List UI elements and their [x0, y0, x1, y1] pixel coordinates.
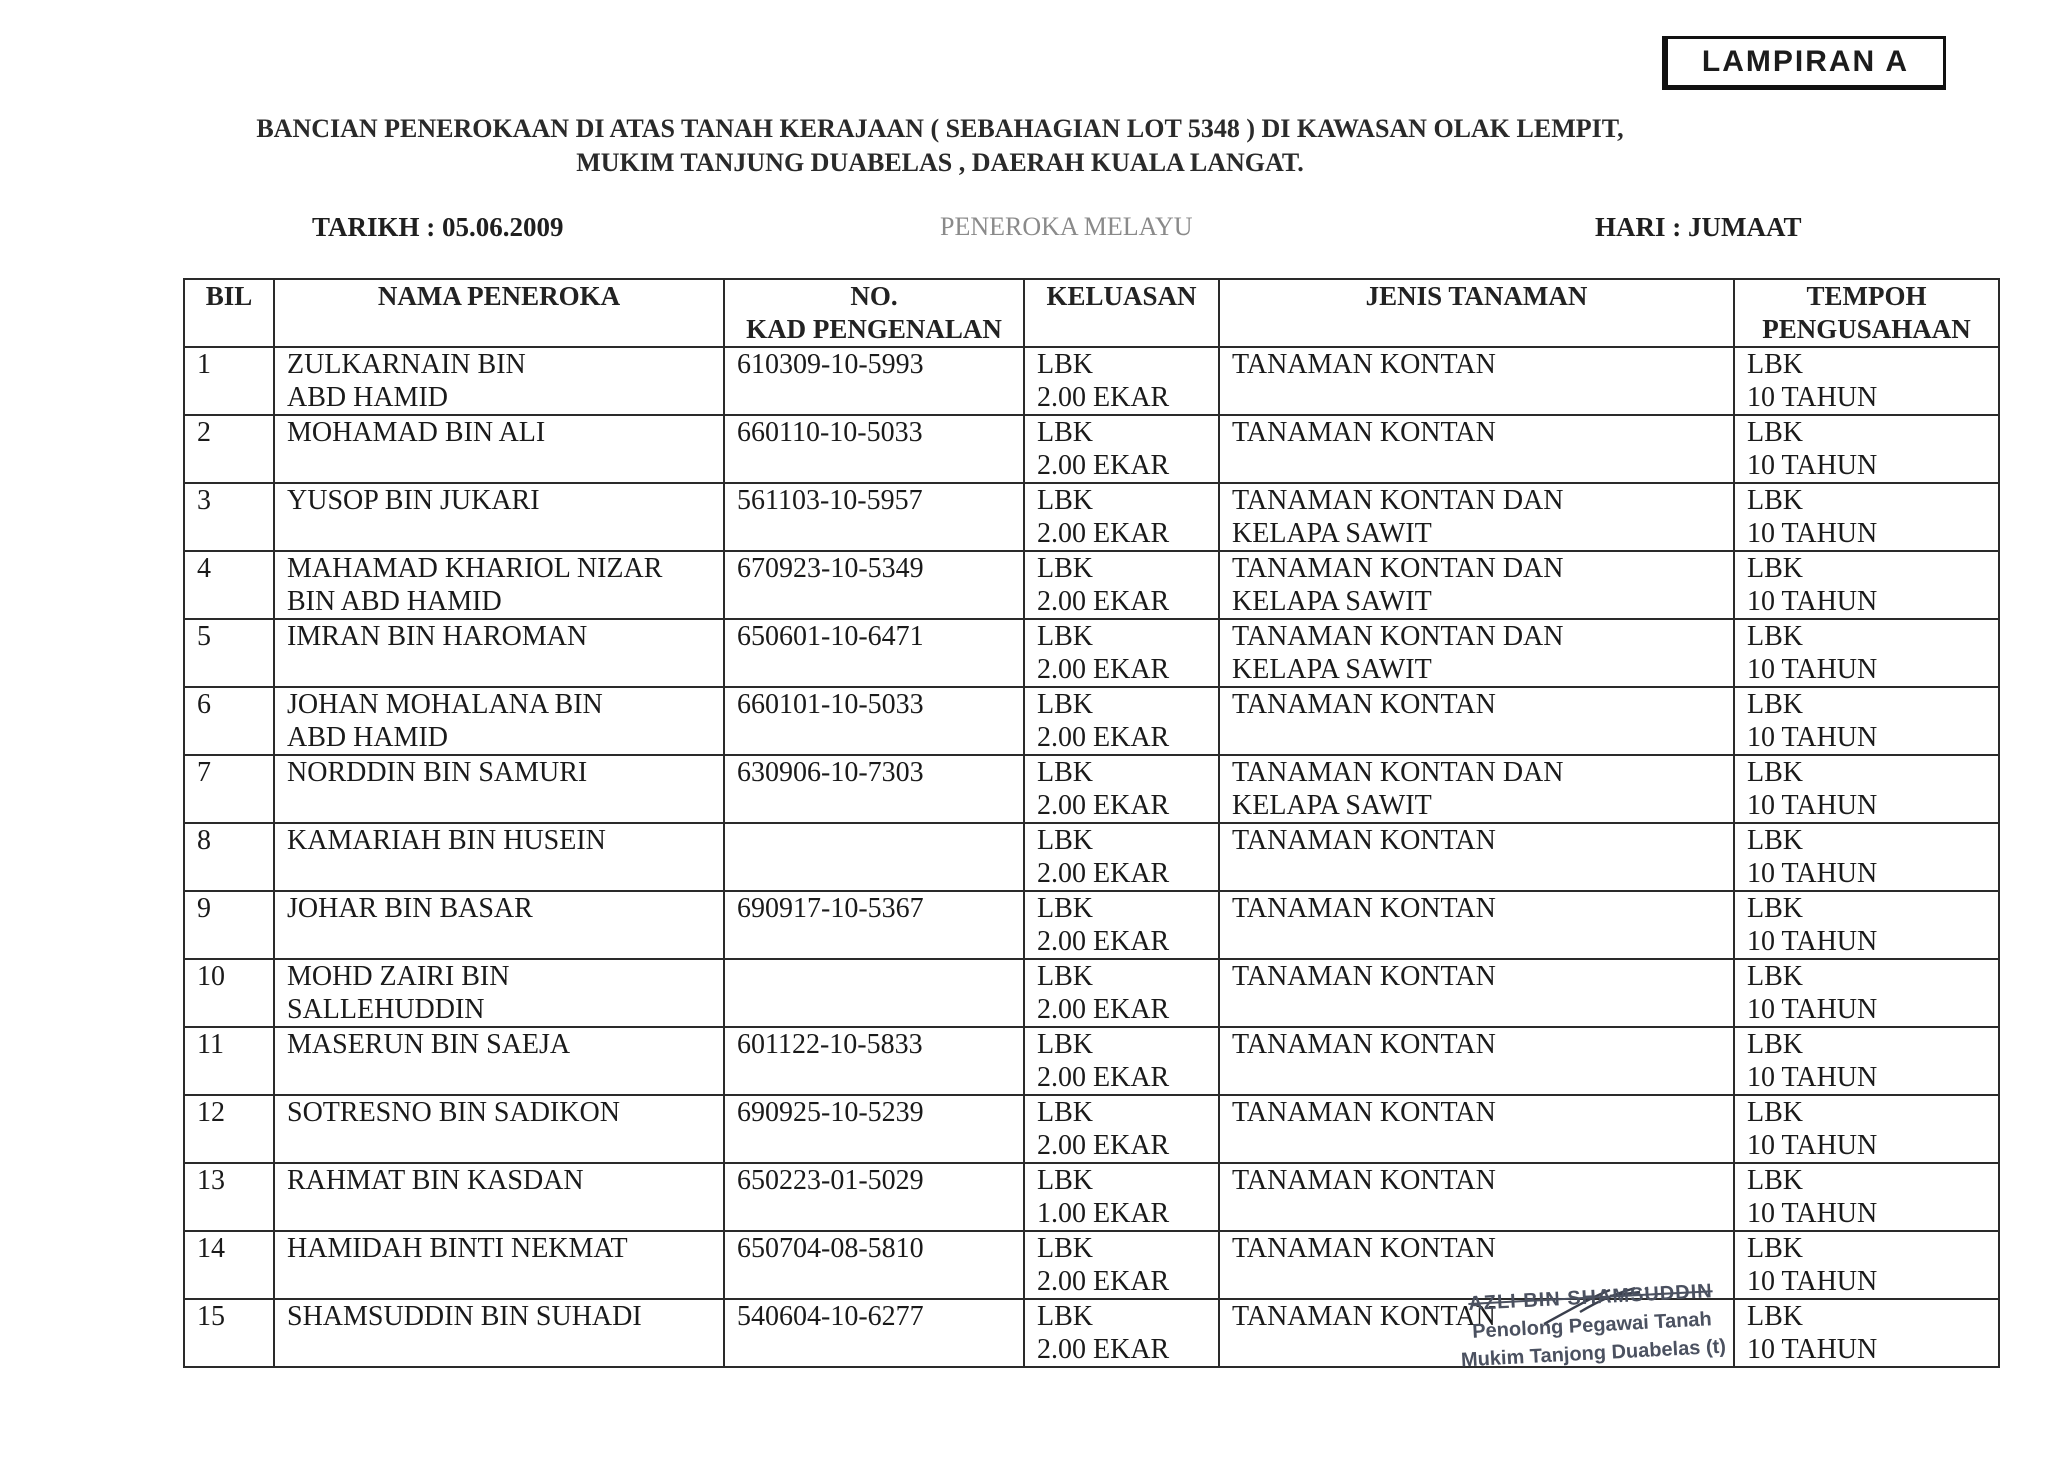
signature-place: Mukim Tanjong Duabelas (t) — [1460, 1335, 1727, 1372]
cell-nama-text: MOHAMAD BIN ALI — [287, 417, 546, 448]
cell-jenis-text: TANAMAN KONTAN — [1232, 1165, 1496, 1196]
cell-jenis-text: TANAMAN KONTAN — [1232, 961, 1496, 992]
cell-kad — [724, 755, 1024, 823]
cell-bil-text: 13 — [197, 1165, 225, 1196]
cell-keluasan — [1024, 1095, 1219, 1163]
cell-keluasan-text: 2.00 EKAR — [1037, 1062, 1170, 1093]
cell-keluasan — [1024, 687, 1219, 755]
cell-keluasan — [1024, 551, 1219, 619]
cell-jenis-text: TANAMAN KONTAN — [1232, 825, 1496, 856]
cell-nama — [274, 755, 724, 823]
cell-bil-text: 7 — [197, 757, 211, 788]
cell-nama-text: JOHAR BIN BASAR — [287, 893, 533, 924]
cell-nama-text: SHAMSUDDIN BIN SUHADI — [287, 1301, 642, 1332]
cell-nama — [274, 1095, 724, 1163]
cell-nama — [274, 415, 724, 483]
cell-tempoh-text: 10 TAHUN — [1747, 926, 1878, 957]
cell-bil-text: 3 — [197, 485, 211, 516]
cell-tempoh-text: 10 TAHUN — [1747, 1266, 1878, 1297]
cell-tempoh — [1734, 1163, 1999, 1231]
cell-keluasan — [1024, 891, 1219, 959]
date-label: TARIKH : 05.06.2009 — [312, 212, 564, 242]
cell-bil — [184, 1095, 274, 1163]
table-row — [184, 891, 1999, 959]
cell-bil-text: 2 — [197, 417, 211, 448]
cell-jenis-text: KELAPA SAWIT — [1232, 654, 1432, 685]
cell-kad — [724, 959, 1024, 1027]
cell-keluasan-text: LBK — [1037, 1097, 1093, 1128]
cell-jenis — [1219, 347, 1734, 415]
title-line-2: MUKIM TANJUNG DUABELAS , DAERAH KUALA LANGAT. — [576, 148, 1304, 177]
cell-keluasan-text: 1.00 EKAR — [1037, 1198, 1170, 1229]
cell-nama — [274, 619, 724, 687]
cell-tempoh — [1734, 483, 1999, 551]
cell-tempoh-text: LBK — [1747, 689, 1803, 720]
cell-nama-text: IMRAN BIN HAROMAN — [287, 621, 588, 652]
cell-bil — [184, 1299, 274, 1367]
cell-keluasan-text: 2.00 EKAR — [1037, 450, 1170, 481]
cell-tempoh-text: LBK — [1747, 1097, 1803, 1128]
cell-bil — [184, 755, 274, 823]
cell-jenis — [1219, 483, 1734, 551]
cell-jenis-text: TANAMAN KONTAN DAN — [1232, 621, 1564, 652]
cell-keluasan — [1024, 1163, 1219, 1231]
cell-tempoh-text: 10 TAHUN — [1747, 722, 1878, 753]
cell-kad-text: 650601-10-6471 — [737, 621, 924, 652]
cell-tempoh-text: LBK — [1747, 757, 1803, 788]
signature-name: AZLI BIN SHAMSUDDIN — [1467, 1280, 1714, 1315]
table-row — [184, 1095, 1999, 1163]
cell-nama-text: JOHAN MOHALANA BIN — [287, 689, 603, 720]
cell-kad-text: 660110-10-5033 — [737, 417, 923, 448]
cell-nama-text: SALLEHUDDIN — [287, 994, 485, 1025]
document-title — [240, 112, 1640, 180]
cell-bil-text: 15 — [197, 1301, 225, 1332]
cell-keluasan — [1024, 1231, 1219, 1299]
cell-jenis-text: TANAMAN KONTAN — [1232, 1301, 1496, 1332]
cell-bil-text: 14 — [197, 1233, 225, 1264]
cell-bil — [184, 1027, 274, 1095]
table-row — [184, 483, 1999, 551]
cell-kad — [724, 1299, 1024, 1367]
table-body — [184, 347, 1999, 1367]
cell-jenis — [1219, 619, 1734, 687]
cell-kad-text: 660101-10-5033 — [737, 689, 924, 720]
cell-tempoh-text: 10 TAHUN — [1747, 654, 1878, 685]
cell-tempoh — [1734, 755, 1999, 823]
cell-kad — [724, 1231, 1024, 1299]
cell-keluasan — [1024, 755, 1219, 823]
cell-kad — [724, 1163, 1024, 1231]
cell-jenis — [1219, 755, 1734, 823]
cell-kad-text: 561103-10-5957 — [737, 485, 923, 516]
cell-tempoh-text: LBK — [1747, 349, 1803, 380]
cell-jenis — [1219, 415, 1734, 483]
cell-keluasan-text: LBK — [1037, 349, 1093, 380]
cell-keluasan — [1024, 347, 1219, 415]
cell-keluasan-text: 2.00 EKAR — [1037, 654, 1170, 685]
cell-keluasan-text: LBK — [1037, 1029, 1093, 1060]
cell-jenis-text: TANAMAN KONTAN — [1232, 1233, 1496, 1264]
cell-keluasan-text: LBK — [1037, 553, 1093, 584]
cell-tempoh-text: LBK — [1747, 417, 1803, 448]
cell-keluasan — [1024, 619, 1219, 687]
cell-kad — [724, 347, 1024, 415]
cell-keluasan — [1024, 1027, 1219, 1095]
cell-tempoh-text: 10 TAHUN — [1747, 1062, 1878, 1093]
cell-kad-text: 690917-10-5367 — [737, 893, 924, 924]
cell-nama-text: YUSOP BIN JUKARI — [287, 485, 540, 516]
settlers-table — [183, 278, 2000, 1368]
cell-keluasan-text: LBK — [1037, 893, 1093, 924]
cell-nama-text: HAMIDAH BINTI NEKMAT — [287, 1233, 628, 1264]
table-row — [184, 551, 1999, 619]
table-row — [184, 687, 1999, 755]
cell-tempoh-text: 10 TAHUN — [1747, 450, 1878, 481]
header-keluasan: KELUASAN — [1024, 279, 1219, 347]
cell-tempoh-text: 10 TAHUN — [1747, 858, 1878, 889]
cell-bil — [184, 823, 274, 891]
cell-tempoh — [1734, 1095, 1999, 1163]
cell-jenis — [1219, 959, 1734, 1027]
cell-tempoh-text: LBK — [1747, 825, 1803, 856]
cell-bil-text: 10 — [197, 961, 225, 992]
cell-keluasan-text: 2.00 EKAR — [1037, 926, 1170, 957]
cell-keluasan-text: LBK — [1037, 621, 1093, 652]
cell-keluasan-text: 2.00 EKAR — [1037, 858, 1170, 889]
header-nama: NAMA PENEROKA — [274, 279, 724, 347]
cell-tempoh-text: LBK — [1747, 1301, 1803, 1332]
cell-bil-text: 4 — [197, 553, 211, 584]
cell-kad-text: 650704-08-5810 — [737, 1233, 924, 1264]
cell-nama-text: ZULKARNAIN BIN — [287, 349, 526, 380]
cell-kad — [724, 891, 1024, 959]
cell-keluasan-text: LBK — [1037, 1165, 1093, 1196]
table-row — [184, 1163, 1999, 1231]
header-kad: NO. KAD PENGENALAN — [724, 279, 1024, 347]
cell-keluasan — [1024, 483, 1219, 551]
cell-keluasan-text: LBK — [1037, 961, 1093, 992]
signature-block — [1430, 1275, 1754, 1376]
cell-keluasan-text: LBK — [1037, 417, 1093, 448]
cell-tempoh — [1734, 551, 1999, 619]
cell-tempoh-text: 10 TAHUN — [1747, 382, 1878, 413]
cell-nama — [274, 483, 724, 551]
cell-tempoh-text: LBK — [1747, 485, 1803, 516]
cell-jenis-text: TANAMAN KONTAN — [1232, 417, 1496, 448]
cell-keluasan-text: 2.00 EKAR — [1037, 1334, 1170, 1365]
cell-tempoh — [1734, 823, 1999, 891]
cell-bil-text: 9 — [197, 893, 211, 924]
cell-kad-text: 690925-10-5239 — [737, 1097, 924, 1128]
cell-jenis — [1219, 1163, 1734, 1231]
cell-kad — [724, 823, 1024, 891]
cell-kad — [724, 619, 1024, 687]
cell-tempoh-text: LBK — [1747, 621, 1803, 652]
cell-nama — [274, 1027, 724, 1095]
table-header-row — [184, 279, 1999, 347]
signature-title: Penolong Pegawai Tanah — [1471, 1308, 1713, 1343]
cell-nama-text: ABD HAMID — [287, 382, 448, 413]
cell-jenis-text: KELAPA SAWIT — [1232, 790, 1432, 821]
cell-tempoh-text: 10 TAHUN — [1747, 586, 1878, 617]
cell-keluasan — [1024, 1299, 1219, 1367]
cell-tempoh-text: LBK — [1747, 1165, 1803, 1196]
cell-kad-text: 540604-10-6277 — [737, 1301, 924, 1332]
cell-keluasan-text: 2.00 EKAR — [1037, 1130, 1170, 1161]
cell-tempoh — [1734, 1027, 1999, 1095]
cell-kad-text: 610309-10-5993 — [737, 349, 924, 380]
cell-keluasan-text: 2.00 EKAR — [1037, 518, 1170, 549]
cell-bil — [184, 551, 274, 619]
cell-tempoh — [1734, 619, 1999, 687]
cell-keluasan-text: LBK — [1037, 689, 1093, 720]
cell-tempoh-text: LBK — [1747, 893, 1803, 924]
cell-jenis-text: KELAPA SAWIT — [1232, 586, 1432, 617]
cell-nama-text: KAMARIAH BIN HUSEIN — [287, 825, 606, 856]
cell-bil — [184, 959, 274, 1027]
cell-jenis-text: TANAMAN KONTAN — [1232, 1029, 1496, 1060]
cell-nama — [274, 823, 724, 891]
cell-keluasan-text: LBK — [1037, 1301, 1093, 1332]
cell-bil — [184, 1163, 274, 1231]
table-row — [184, 415, 1999, 483]
cell-tempoh-text: LBK — [1747, 1233, 1803, 1264]
category-label: PENEROKA MELAYU — [940, 212, 1193, 241]
cell-bil-text: 6 — [197, 689, 211, 720]
cell-jenis-text: TANAMAN KONTAN DAN — [1232, 485, 1564, 516]
cell-bil — [184, 483, 274, 551]
cell-tempoh — [1734, 347, 1999, 415]
cell-kad-text: 650223-01-5029 — [737, 1165, 924, 1196]
cell-tempoh-text: LBK — [1747, 553, 1803, 584]
cell-jenis-text: TANAMAN KONTAN — [1232, 349, 1496, 380]
table-row — [184, 1027, 1999, 1095]
header-jenis: JENIS TANAMAN — [1219, 279, 1734, 347]
cell-bil — [184, 619, 274, 687]
cell-tempoh-text: 10 TAHUN — [1747, 994, 1878, 1025]
cell-tempoh — [1734, 959, 1999, 1027]
cell-tempoh — [1734, 891, 1999, 959]
cell-jenis-text: TANAMAN KONTAN — [1232, 893, 1496, 924]
header-bil: BIL — [184, 279, 274, 347]
cell-jenis — [1219, 551, 1734, 619]
cell-nama — [274, 1163, 724, 1231]
cell-nama-text: MAHAMAD KHARIOL NIZAR — [287, 553, 663, 584]
cell-tempoh-text: 10 TAHUN — [1747, 518, 1878, 549]
cell-keluasan-text: LBK — [1037, 825, 1093, 856]
cell-kad-text: 601122-10-5833 — [737, 1029, 923, 1060]
cell-bil-text: 5 — [197, 621, 211, 652]
cell-keluasan-text: 2.00 EKAR — [1037, 722, 1170, 753]
cell-jenis-text: KELAPA SAWIT — [1232, 518, 1432, 549]
cell-keluasan-text: LBK — [1037, 485, 1093, 516]
cell-jenis-text: TANAMAN KONTAN DAN — [1232, 757, 1564, 788]
cell-jenis — [1219, 823, 1734, 891]
lampiran-label: LAMPIRAN A — [1662, 36, 1946, 90]
header-tempoh: TEMPOH PENGUSAHAAN — [1734, 279, 1999, 347]
cell-bil-text: 11 — [197, 1029, 224, 1060]
cell-kad — [724, 687, 1024, 755]
cell-kad-text: 670923-10-5349 — [737, 553, 924, 584]
cell-keluasan-text: LBK — [1037, 1233, 1093, 1264]
cell-jenis — [1219, 891, 1734, 959]
cell-tempoh — [1734, 687, 1999, 755]
cell-bil — [184, 347, 274, 415]
cell-bil-text: 8 — [197, 825, 211, 856]
cell-kad — [724, 1095, 1024, 1163]
cell-jenis — [1219, 1095, 1734, 1163]
cell-nama — [274, 347, 724, 415]
cell-nama — [274, 1231, 724, 1299]
table-row — [184, 959, 1999, 1027]
table-row — [184, 823, 1999, 891]
table-row — [184, 755, 1999, 823]
cell-jenis — [1219, 687, 1734, 755]
cell-kad — [724, 483, 1024, 551]
cell-nama-text: SOTRESNO BIN SADIKON — [287, 1097, 620, 1128]
cell-jenis-text: TANAMAN KONTAN — [1232, 1097, 1496, 1128]
cell-tempoh-text: LBK — [1747, 1029, 1803, 1060]
cell-nama — [274, 687, 724, 755]
cell-keluasan-text: 2.00 EKAR — [1037, 1266, 1170, 1297]
cell-bil-text: 12 — [197, 1097, 225, 1128]
cell-keluasan-text: 2.00 EKAR — [1037, 586, 1170, 617]
cell-bil-text: 1 — [197, 349, 211, 380]
cell-kad — [724, 551, 1024, 619]
cell-tempoh-text: 10 TAHUN — [1747, 1198, 1878, 1229]
cell-nama-text: RAHMAT BIN KASDAN — [287, 1165, 584, 1196]
cell-keluasan-text: 2.00 EKAR — [1037, 382, 1170, 413]
cell-bil — [184, 1231, 274, 1299]
cell-nama — [274, 551, 724, 619]
cell-kad-text: 630906-10-7303 — [737, 757, 924, 788]
cell-nama-text: BIN ABD HAMID — [287, 586, 502, 617]
cell-tempoh — [1734, 1231, 1999, 1299]
cell-keluasan — [1024, 959, 1219, 1027]
table-row — [184, 619, 1999, 687]
title-line-1: BANCIAN PENEROKAAN DI ATAS TANAH KERAJAAN ( SEBAHAGIAN LOT 5348 ) DI KAWASAN OLAK LEMPIT, — [256, 114, 1624, 143]
cell-tempoh-text: 10 TAHUN — [1747, 1334, 1878, 1365]
cell-nama — [274, 1299, 724, 1367]
cell-nama — [274, 959, 724, 1027]
cell-nama-text: ABD HAMID — [287, 722, 448, 753]
table-row — [184, 347, 1999, 415]
cell-jenis-text: TANAMAN KONTAN DAN — [1232, 553, 1564, 584]
cell-tempoh — [1734, 1299, 1999, 1367]
day-label: HARI : JUMAAT — [1595, 212, 1802, 242]
cell-keluasan — [1024, 415, 1219, 483]
cell-kad — [724, 415, 1024, 483]
cell-jenis-text: TANAMAN KONTAN — [1232, 689, 1496, 720]
cell-keluasan-text: 2.00 EKAR — [1037, 790, 1170, 821]
cell-nama-text: MOHD ZAIRI BIN — [287, 961, 510, 992]
cell-keluasan-text: 2.00 EKAR — [1037, 994, 1170, 1025]
cell-tempoh-text: 10 TAHUN — [1747, 790, 1878, 821]
cell-keluasan — [1024, 823, 1219, 891]
cell-nama-text: MASERUN BIN SAEJA — [287, 1029, 571, 1060]
cell-bil — [184, 687, 274, 755]
cell-keluasan-text: LBK — [1037, 757, 1093, 788]
cell-tempoh-text: LBK — [1747, 961, 1803, 992]
cell-bil — [184, 891, 274, 959]
cell-nama-text: NORDDIN BIN SAMURI — [287, 757, 588, 788]
cell-bil — [184, 415, 274, 483]
cell-tempoh — [1734, 415, 1999, 483]
cell-kad — [724, 1027, 1024, 1095]
cell-nama — [274, 891, 724, 959]
cell-tempoh-text: 10 TAHUN — [1747, 1130, 1878, 1161]
cell-jenis — [1219, 1027, 1734, 1095]
